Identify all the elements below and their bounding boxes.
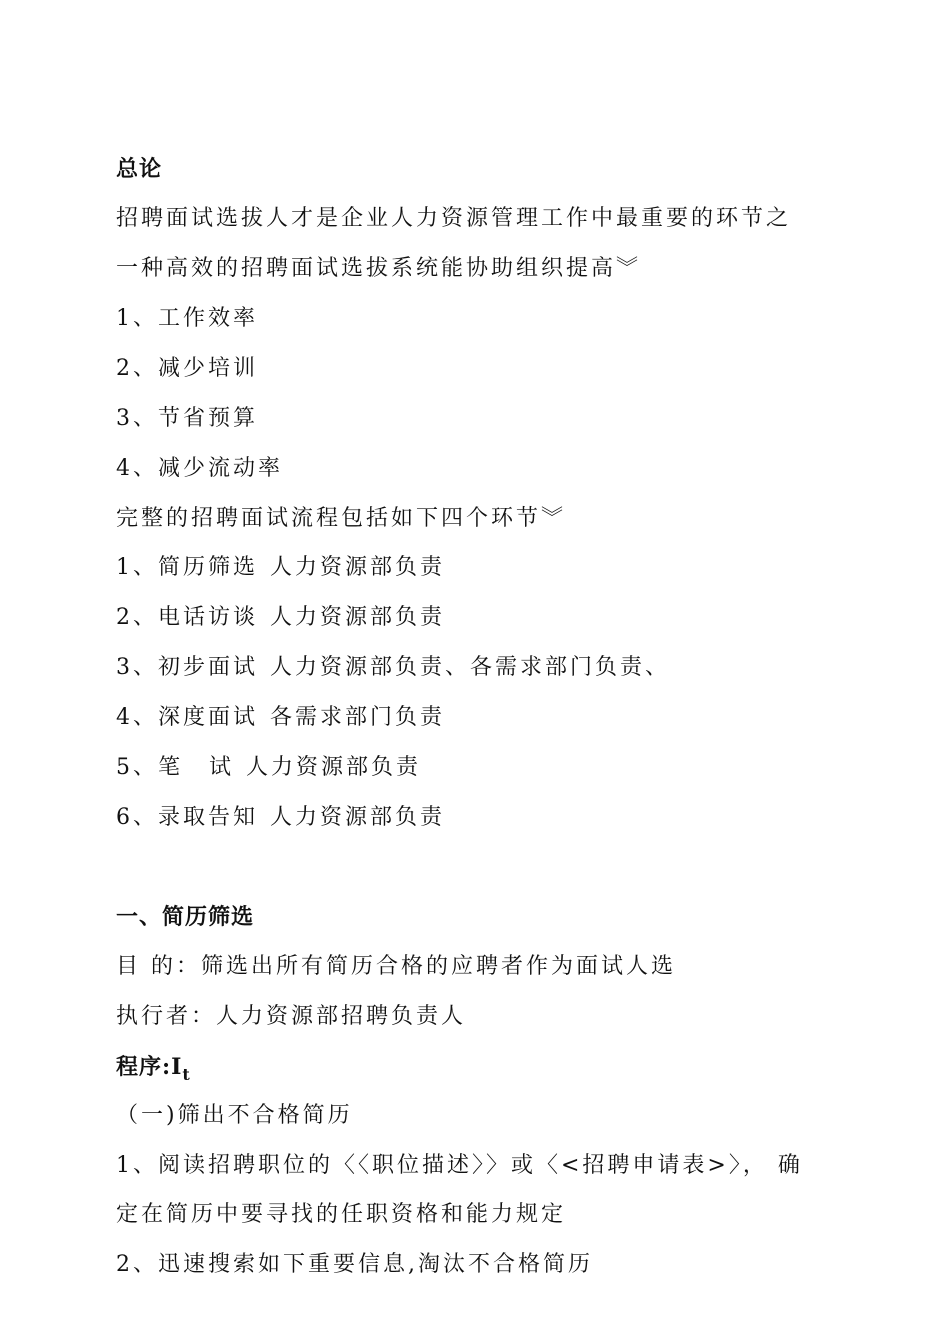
benefit-item: 1、工作效率	[116, 306, 258, 331]
process-step	[116, 803, 445, 833]
process-step	[116, 703, 445, 733]
benefit-item: 2、减少培训	[116, 356, 258, 381]
step-name: 2、电话访谈	[116, 605, 258, 630]
overview-heading: 总论	[116, 156, 163, 182]
item-2: 2、迅速搜索如下重要信息,淘汰不合格简历	[116, 1252, 593, 1277]
sub-heading: （一)筛出不合格简历	[116, 1103, 353, 1128]
procedure-label	[116, 1052, 191, 1084]
process-step	[116, 753, 421, 783]
step-owner: 人力资源部负责	[246, 755, 422, 780]
process-step	[116, 553, 445, 583]
process-step	[116, 603, 445, 633]
step-name: 6、录取告知	[116, 805, 258, 830]
step-owner: 人力资源部负责	[270, 605, 446, 630]
step-name: 1、简历筛选	[116, 555, 258, 580]
step-name: 4、深度面试	[116, 705, 258, 730]
benefit-item: 4、减少流动率	[116, 456, 283, 481]
step-name: 3、初步面试	[116, 655, 258, 680]
section-heading: 一、简历筛选	[116, 904, 255, 930]
purpose-line: 目 的：筛选出所有简历合格的应聘者作为面试人选	[116, 954, 676, 979]
step-owner: 人力资源部负责、各需求部门负责、	[270, 655, 671, 680]
intro-line-2: 一种高效的招聘面试选拔系统能协助组织提高︾	[116, 256, 642, 281]
item-1-line-1: 1、阅读招聘职位的〈〈职位描述〉〉或〈<招聘申请表>〉， 确	[116, 1153, 803, 1178]
step-owner: 人力资源部负责	[270, 805, 446, 830]
step-name-suffix: 试	[209, 755, 235, 780]
step-owner: 各需求部门负责	[270, 705, 446, 730]
intro-line-1: 招聘面试选拔人才是企业人力资源管理工作中最重要的环节之	[116, 206, 792, 231]
procedure-subscript: t	[182, 1065, 191, 1084]
procedure-text: 程序:I	[116, 1054, 183, 1080]
step-owner: 人力资源部负责	[270, 555, 446, 580]
step-name: 5、笔	[116, 755, 183, 780]
process-step	[116, 653, 670, 683]
process-intro: 完整的招聘面试流程包括如下四个环节︾	[116, 506, 567, 531]
benefit-item: 3、节省预算	[116, 406, 258, 431]
item-1-line-2: 定在简历中要寻找的任职资格和能力规定	[116, 1202, 567, 1227]
executor-line: 执行者：人力资源部招聘负责人	[116, 1004, 467, 1029]
